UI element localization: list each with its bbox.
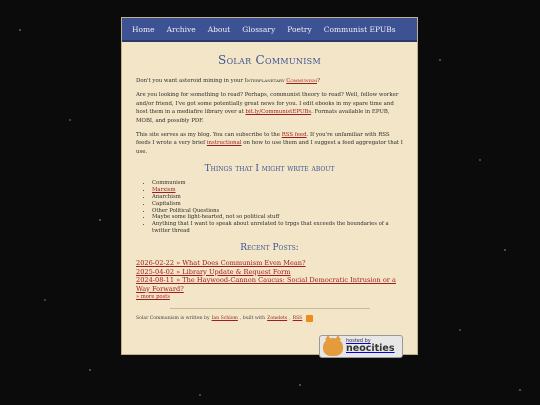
post-link[interactable]: 2026-02-22 » What Does Communism Even Mean? (136, 259, 306, 267)
footer (136, 315, 403, 322)
topics-heading: Things that I might write about (204, 164, 335, 174)
nav-archive[interactable]: Archive (166, 24, 196, 34)
rss-feed-link[interactable]: RSS feed (281, 131, 307, 138)
list-item (152, 187, 403, 194)
rss-text: This site serves as my blog. You can subscribe to the (136, 131, 282, 138)
list-item: • Anything that I want to speak about unrelated to trpgs that exceeds the boundaries of a twitter thread (152, 221, 403, 235)
list-item: • Capitalism (152, 201, 403, 208)
nav-about[interactable]: About (207, 24, 231, 34)
nav-poetry[interactable]: Poetry (287, 24, 312, 34)
zonelets-link[interactable]: Zonelets (267, 316, 288, 322)
intro-question (136, 77, 403, 85)
rss-end-text: on how to use them and I suggest a feed aggregator that I use. (136, 140, 403, 155)
instructional-link[interactable]: instructional (206, 140, 242, 147)
epub-paragraph (136, 91, 403, 125)
recent-posts-heading: Recent Posts: (240, 243, 299, 253)
marxism-link[interactable]: Marxism (152, 186, 176, 193)
list-item: • Maybe some light-hearted, not so political stuff (152, 214, 403, 221)
epub-formats-text: . Formats available in EPUB, MOBI, and possibly PDF. (136, 109, 390, 124)
badge-neocities: neocities (346, 343, 395, 355)
nav-glossary[interactable]: Glossary (242, 24, 276, 34)
list-item: • Communism (152, 180, 403, 187)
topics-list (136, 180, 403, 235)
epub-library-link[interactable]: bit.ly/CommunistEPUBs (245, 109, 312, 116)
epub-text: Are you looking for something to read? Perhaps, communist theory to read? Well, fellow worker and/or friend, I've got some potentially great news for you. I edit ebooks in my spare time and host them in a mediafire library over at (136, 92, 399, 116)
neocities-cat-icon (323, 338, 343, 356)
list-item: • Anarchism (152, 194, 403, 201)
footer-mid-text: , built with (239, 316, 266, 322)
nav-home[interactable]: Home (132, 24, 155, 34)
rss-icon[interactable] (306, 315, 313, 322)
nav-communist-epubs[interactable]: Communist EPUBs (323, 24, 396, 34)
page-container (121, 17, 418, 355)
footer-text: Solar Communism is written by (136, 316, 210, 322)
divider (170, 308, 370, 309)
author-link[interactable]: Ian Schlom (211, 316, 238, 322)
page-title: Solar Communism (218, 53, 321, 67)
more-posts-link[interactable]: » more posts (136, 294, 170, 301)
badge-hosted-by: hosted by (346, 338, 371, 345)
intro-smallcaps: Interplanetary (244, 78, 287, 84)
intro-end: ? (317, 78, 320, 84)
rss-paragraph (136, 131, 403, 156)
post-link[interactable]: 2024-08-11 » The Haywood-Cannon Caucus: Social Democratic Intrusion or a Way Forward? (136, 276, 396, 293)
footer-rss-link[interactable]: RSS (292, 316, 303, 322)
communism-link[interactable]: Communism (286, 78, 318, 84)
footer-sep: , (289, 316, 291, 322)
main-content (122, 53, 417, 322)
recent-posts-list (136, 259, 403, 293)
post-link[interactable]: 2025-04-02 » Library Update & Request Form (136, 267, 291, 276)
neocities-badge[interactable] (319, 335, 403, 358)
rss-mid-text: . If you're unfamiliar with RSS feeds I wrote a very brief (136, 131, 390, 147)
intro-text: Don't you want asteroid mining in your (136, 78, 245, 84)
list-item: • Other Political Questions (152, 208, 403, 215)
badge-text (346, 339, 395, 354)
nav-bar (122, 18, 417, 42)
